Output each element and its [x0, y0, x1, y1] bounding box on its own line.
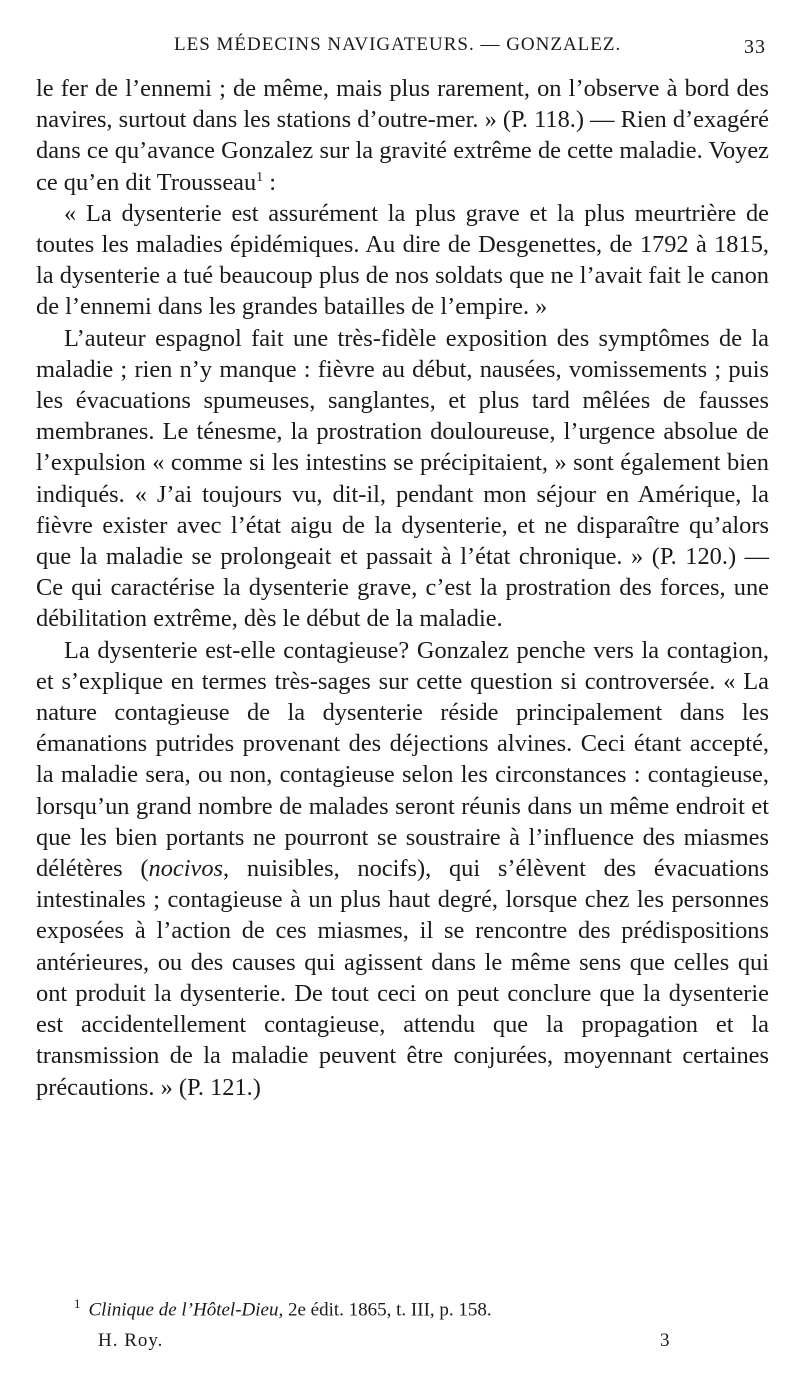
footnote-details: 2e édit. 1865, t. III, p. 158.: [283, 1299, 492, 1321]
body-text: [36, 73, 769, 1103]
signature-number: 3: [660, 1330, 670, 1351]
footnote-reference: 1: [256, 169, 264, 185]
paragraph-2-quote: « La dysenterie est assurément la plus grave et la plus meurtrière de toutes les maladies épidémiques. Au dire de Desgenettes, de 1792 à 1815, la dysenterie a tué beaucoup plus de nos soldats que ne l’avait fait le canon de l’ennemi dans les grandes batailles de l’empire. »: [36, 199, 769, 321]
printer-signature: H. Roy.: [98, 1330, 164, 1351]
footnote-source: Clinique de l’Hôtel-Dieu,: [88, 1299, 284, 1321]
paragraph-4: La dysenterie est-elle contagieuse? Gonzalez penche vers la contagion, et s’explique en termes très-sages sur cette question si controversée. « La nature contagieuse de la dysenterie réside principalement dans les émanations putrides provenant des déjections alvines. Ceci étant accepté, la maladie sera, ou non, contagieuse selon les circonstances : contagieuse, lorsqu’un grand nombre de malades seront réunis dans un même endroit et que les bien portants ne pourront se soustraire à l’influence des miasmes délétères (nocivos, nuisibles, nocifs), qui s’élèvent des évacuations intestinales ; contagieuse à un plus haut degré, lorsque chez les personnes exposées à l’action de ces miasmes, il se rencontre des prédispositions antérieures, ou des causes qui agissent dans le même sens que celles qui ont produit la dysenterie. De tout ceci on peut conclure que la dysenterie est accidentellement contagieuse, attendu que la propagation et la transmission de la maladie peuvent être conjurées, moyennant certaines précautions. » (P. 121.): [36, 636, 769, 1101]
running-title: LES MÉDECINS NAVIGATEURS. — GONZALEZ.: [174, 34, 622, 55]
paragraph-4-continuation: , nuisibles, nocifs), qui s’élèvent des évacuations intestinales ; contagieuse à un plus haut degré, lorsque chez les personnes exposées à l’action de ces miasmes, il se rencontre des prédispositions antérieures, ou des causes qui agissent dans le même sens que celles qui ont produit la dysenterie. De tout ceci on peut conclure que la dysenterie est accidentellement contagieuse, attendu que la propagation et la transmission de la maladie peuvent être conjurées, moyennant certaines précautions. » (P. 121.): [36, 855, 769, 1101]
footnote: [74, 1296, 492, 1321]
italic-term: nocivos: [148, 855, 224, 883]
paragraph-4-text: La dysenterie est-elle contagieuse? Gonzalez penche vers la contagion, et s’explique en termes très-sages sur cette question si controversée. « La nature contagieuse de la dysenterie réside principalement dans les émanations putrides provenant des déjections alvines. Ceci étant accepté, la maladie sera, ou non, contagieuse selon les circonstances : contagieuse, lorsqu’un grand nombre de malades seront réunis dans un même endroit et que les bien portants ne pourront se soustraire à l’influence des miasmes délétères: [36, 636, 769, 883]
paragraph-1: le fer de l’ennemi ; de même, mais plus rarement, on l’observe à bord des navires, surtout dans les stations d’outre-mer. » (P. 118.) — Rien d’exagéré dans ce qu’avance Gonzalez sur la gravité extrême de cette maladie. Voyez ce qu’en dit Trousseau$^1$ :: [36, 75, 769, 196]
paragraph-1-text: le fer de l’ennemi ; de même, mais plus rarement, on l’observe à bord des navires, surtout dans les stations d’outre-mer. » (P. 118.) — Rien d’exagéré dans ce qu’avance Gonzalez sur la gravité extrême de cette maladie. Voyez ce qu’en dit Trousseau: [36, 75, 769, 196]
paragraph-3: L’auteur espagnol fait une très-fidèle exposition des symptômes de la maladie ; rien n’y manque : fièvre au début, nausées, vomissements ; puis les évacuations spumeuses, sanglantes, et plus tard mêlées de fausses membranes. Le ténesme, la prostration douloureuse, l’urgence absolue de l’expulsion « comme si les intestins se précipitaient, » sont également bien indiqués. « J’ai toujours vu, dit-il, pendant mon séjour en Amérique, la fièvre exister avec l’état aigu de la dysenterie, et ne disparaître qu’alors que la maladie se prolongeait et passait à l’état chronique. » (P. 120.) — Ce qui caractérise la dysenterie grave, c’est la prostration des forces, une débilitation extrême, dès le début de la maladie.: [36, 324, 769, 633]
footnote-mark: 1: [74, 1296, 81, 1311]
page-number: 33: [744, 36, 766, 58]
running-head: [36, 30, 766, 60]
